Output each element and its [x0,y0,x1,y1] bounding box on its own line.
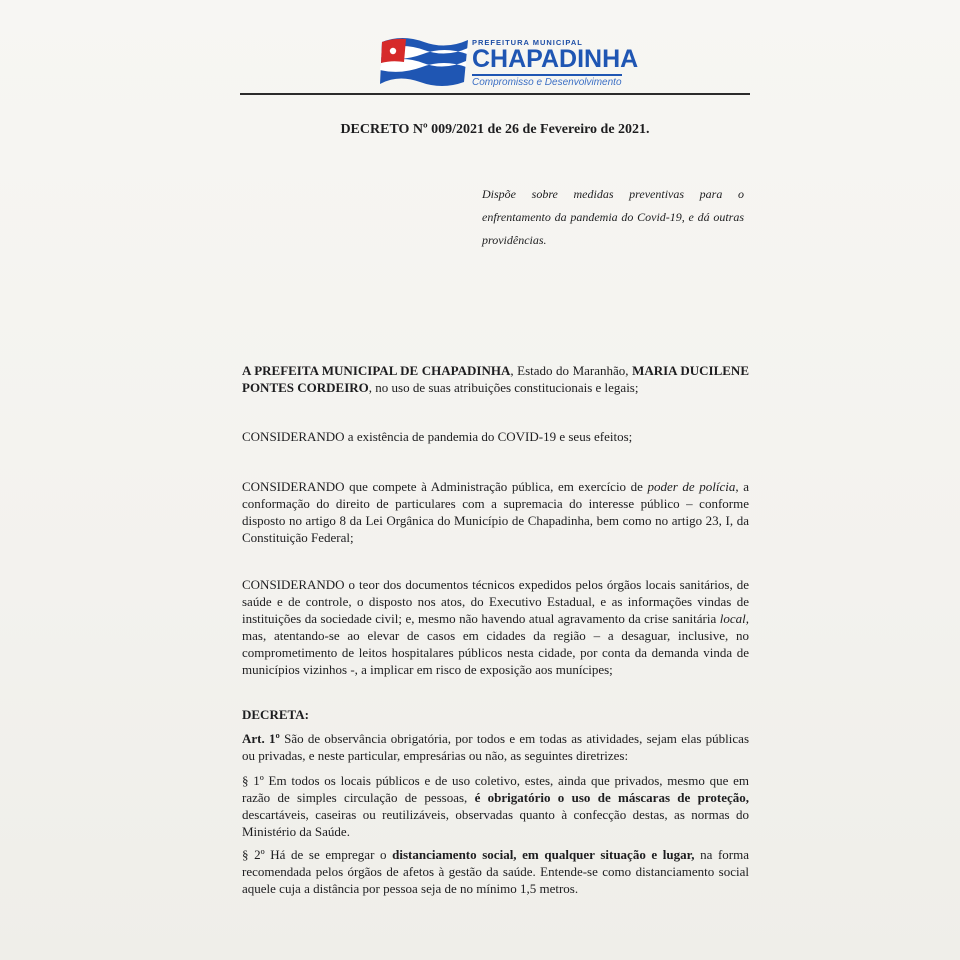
paragraph-2-part-c: na forma recomendada pelos órgãos de afetos à gestão da saúde. Entende-se como distanciamento social aquele cuja a distância por pessoa seja de no mínimo 1,5 metros. [242,847,749,896]
decree-title: DECRETO Nº 009/2021 de 26 de Fevereiro de 2021. [340,122,650,137]
header-divider [240,93,750,95]
paragraph-1-emphasis: é obrigatório o uso de máscaras de proteção, [474,790,749,805]
considerando-3-part-c: mas, atentando-se ao elevar de casos em cidades da região – a desaguar, inclusive, no comprometimento de leitos hospitalares públicos nesta cidade, por conta da demanda vinda de municípios vizinhos -, a implicar em risco de exposição aos munícipes; [242,628,749,677]
article-1-label: Art. 1º [242,731,280,746]
preamble-mayor-name: MARIA DUCILENE PONTES CORDEIRO [242,363,749,395]
paragraph-1-part-a: § 1º Em todos os locais públicos e de uso coletivo, estes, ainda que privados, mesmo que em razão de simples circulação de pessoas, [242,773,749,805]
considerando-2-emphasis: poder de polícia [647,479,736,494]
decree-summary: Dispõe sobre medidas preventivas para o enfrentamento da pandemia do Covid-19, e dá outras providências. [482,187,744,247]
flag-icon [380,32,470,88]
decreta-heading: DECRETA: [242,707,309,722]
paragraph-1-part-c: descartáveis, caseiras ou reutilizáveis, observadas quanto à confecção destas, as normas do Ministério da Saúde. [242,807,749,839]
considerando-2-part-a: CONSIDERANDO que compete à Administração pública, em exercício de [242,479,648,494]
considerando-2 [242,478,749,546]
preamble-authority: A PREFEITA MUNICIPAL DE CHAPADINHA [242,363,511,378]
article-1-text: São de observância obrigatória, por todos e em todas as atividades, sejam elas públicas ou privadas, e neste particular, empresárias ou não, as seguintes diretrizes: [242,731,750,763]
considerando-3-emphasis: local, [719,611,749,626]
paragraph-2 [242,846,749,897]
municipality-logo [380,30,639,92]
logo-tagline: Compromisso e Desenvolvimento [472,74,622,88]
article-1 [242,730,749,764]
considerando-3 [242,576,749,678]
considerando-3-part-a: CONSIDERANDO o teor dos documentos técnicos expedidos pelos órgãos locais sanitários, de saúde e de controle, o disposto nos atos, do Executivo Estadual, e as informações vindas de instituições da sociedade civil; e, mesmo não havendo atual agravamento da crise sanitária [242,577,749,626]
paragraph-1 [242,772,749,840]
logo-name: CHAPADINHA [472,45,639,73]
preamble-paragraph [242,362,749,396]
preamble-state: , Estado do Maranhão, [510,363,633,378]
preamble-end: , no uso de suas atribuições constitucionais e legais; [368,380,639,395]
considerando-1: CONSIDERANDO a existência de pandemia do COVID-19 e seus efeitos; [242,429,633,444]
considerando-2-part-c: , a conformação do direito de particulares com a supremacia do interesse público – conforme disposto no artigo 8 da Lei Orgânica do Município de Chapadinha, bem como no artigo 23, I, da Constituição Federal; [242,479,749,545]
paragraph-2-part-a: § 2º Há de se empregar o [242,847,393,862]
logo-subtitle: PREFEITURA MUNICIPAL [472,38,583,47]
paragraph-2-emphasis: distanciamento social, em qualquer situação e lugar, [392,847,695,862]
